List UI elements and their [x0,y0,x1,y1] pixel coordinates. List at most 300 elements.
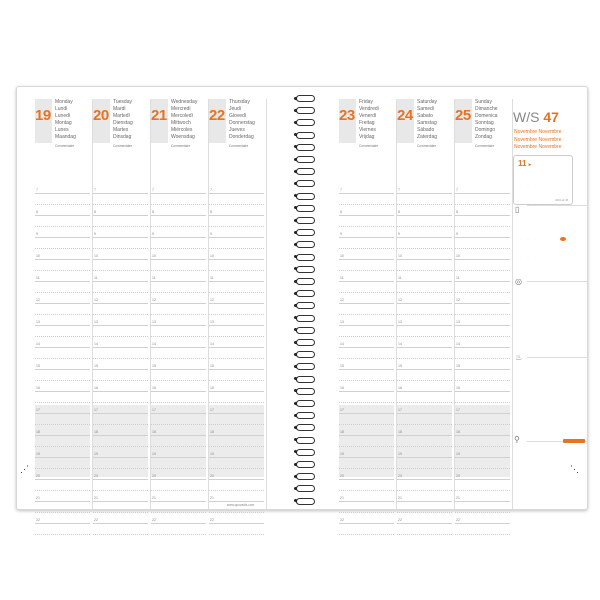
hour-line [93,457,148,458]
half-hour-line [93,358,148,359]
notes-line [527,205,587,206]
half-hour-line [455,402,510,403]
hour-label: 8 [340,210,342,214]
hour-label: 8 [456,210,458,214]
day-name: Mercoledì [171,113,193,119]
half-hour-line [339,380,394,381]
half-hour-line [339,204,394,205]
hour-line [35,369,90,370]
comment-label: Commentaire [359,144,379,148]
spiral-ring [296,327,315,334]
hour-line [35,435,90,436]
mini-calendar-cell: · [541,219,543,223]
hour-label: 20 [36,474,40,478]
half-hour-line [455,468,510,469]
evening-shade [455,405,510,477]
half-hour-line [397,336,452,337]
hour-line [209,435,264,436]
food-icon: ♨ [515,353,523,362]
mini-calendar-cell: · [560,237,566,241]
spiral-ring [296,449,315,456]
day-name: Viernes [359,127,376,133]
hour-line [35,391,90,392]
hour-line [209,347,264,348]
planner-spread [16,86,588,522]
hour-line [209,479,264,480]
hour-line [151,501,206,502]
spiral-ring [296,278,315,285]
hour-label: 20 [398,474,402,478]
half-hour-line [151,534,206,535]
evening-shade [397,405,452,477]
comment-label: Commentaire [55,144,75,148]
half-hour-line [397,204,452,205]
day-name: Dinsdag [113,134,132,140]
half-hour-line [35,314,90,315]
hour-label: 17 [456,408,460,412]
day-name: Vrijdag [359,134,375,140]
hour-line [397,325,452,326]
mini-calendar-cell: · [527,201,529,205]
hour-line [151,237,206,238]
hour-label: 14 [398,342,402,346]
hour-label: 15 [456,364,460,368]
spiral-ring [296,461,315,468]
day-column [397,87,454,522]
hour-line [151,325,206,326]
mini-calendar-cell: · [555,255,557,259]
hour-label: 7 [456,188,458,192]
day-name: Miércoles [171,127,193,133]
time-grid[interactable] [209,157,266,522]
hour-line [93,413,148,414]
half-hour-line [455,380,510,381]
half-hour-line [397,490,452,491]
hour-label: 8 [398,210,400,214]
spiral-ring [296,363,315,370]
hour-label: 18 [210,430,214,434]
day-column [339,87,396,522]
day-name: Donnerstag [229,120,255,126]
day-name: Sábado [417,127,435,133]
hour-line [339,347,394,348]
hour-label: 22 [210,518,214,522]
half-hour-line [35,424,90,425]
half-hour-line [455,226,510,227]
hour-label: 7 [398,188,400,192]
hour-label: 15 [94,364,98,368]
half-hour-line [151,204,206,205]
hour-line [35,501,90,502]
mini-calendar-cell: · [520,183,522,187]
hour-label: 13 [398,320,402,324]
hour-line [209,413,264,414]
day-header [151,99,208,143]
half-hour-line [455,248,510,249]
hour-line [35,193,90,194]
corner-mark-right: ⋱ [570,464,579,474]
half-hour-line [397,226,452,227]
hour-line [93,259,148,260]
half-hour-line [455,270,510,271]
hour-label: 9 [340,232,342,236]
hour-label: 21 [36,496,40,500]
half-hour-line [93,292,148,293]
half-hour-line [455,336,510,337]
month-names [514,129,562,152]
hour-label: 10 [398,254,402,258]
hour-line [93,215,148,216]
mini-calendar-cell: · [534,219,536,223]
day-column [209,87,266,522]
hour-label: 13 [152,320,156,324]
half-hour-line [93,490,148,491]
day-name: Mittwoch [171,120,191,126]
mini-calendar-cell: · [534,183,536,187]
hour-line [397,523,452,524]
day-name: Dimanche [475,106,498,112]
hour-line [397,303,452,304]
hour-label: 17 [210,408,214,412]
half-hour-line [339,226,394,227]
half-hour-line [93,512,148,513]
hour-label: 11 [398,276,402,280]
spiral-ring [296,498,315,505]
hour-line [339,479,394,480]
half-hour-line [93,468,148,469]
hour-label: 10 [94,254,98,258]
day-column [93,87,150,522]
day-number: 24 [397,107,413,124]
half-hour-line [339,270,394,271]
half-hour-line [339,402,394,403]
hour-line [397,259,452,260]
half-hour-line [339,314,394,315]
day-name: Sabato [417,113,433,119]
hour-line [455,325,510,326]
hour-line [35,523,90,524]
spiral-binding [293,87,317,509]
mini-calendar-cell: · [527,237,529,241]
half-hour-line [93,314,148,315]
hour-label: 7 [152,188,154,192]
hour-line [209,193,264,194]
day-name: Saturday [417,99,438,105]
hour-line [339,193,394,194]
half-hour-line [397,248,452,249]
hour-label: 9 [152,232,154,236]
notes-line [527,281,587,282]
day-name: Maandag [55,134,76,140]
half-hour-line [339,248,394,249]
hour-label: 11 [340,276,344,280]
hour-line [209,259,264,260]
hour-label: 10 [152,254,156,258]
half-hour-line [35,380,90,381]
hour-label: 19 [152,452,156,456]
hour-label: 18 [94,430,98,434]
mini-calendar-cell: · [555,219,557,223]
hour-label: 18 [340,430,344,434]
hour-label: 22 [340,518,344,522]
time-grid[interactable] [397,157,454,522]
hour-label: 7 [340,188,342,192]
time-grid[interactable] [93,157,150,522]
hour-line [339,215,394,216]
hour-line [151,523,206,524]
half-hour-line [151,292,206,293]
day-name: Donderdag [229,134,254,140]
hour-label: 12 [340,298,344,302]
spiral-ring [296,376,315,383]
hour-line [339,303,394,304]
hour-line [455,435,510,436]
hour-label: 20 [94,474,98,478]
hour-label: 20 [340,474,344,478]
mini-calendar-cell: · [562,255,564,259]
right-page [317,87,587,522]
day-name: Sunday [475,99,492,105]
day-number: 20 [93,107,109,124]
hour-label: 20 [456,474,460,478]
day-names [229,99,255,141]
mini-calendar-cell: · [562,183,564,187]
half-hour-line [35,270,90,271]
hour-line [151,303,206,304]
spiral-ring [296,229,315,236]
hour-line [209,501,264,502]
day-names [171,99,197,141]
half-hour-line [151,468,206,469]
hour-line [397,347,452,348]
bookmark-tab [563,439,585,443]
hour-line [151,391,206,392]
phone-icon: ▯ [515,205,520,214]
hour-line [455,303,510,304]
hour-label: 11 [94,276,98,280]
half-hour-line [93,424,148,425]
hour-line [455,391,510,392]
hour-label: 20 [210,474,214,478]
hour-label: 17 [398,408,402,412]
hour-label: 12 [152,298,156,302]
half-hour-line [209,204,264,205]
hour-label: 15 [210,364,214,368]
day-name: Lundi [55,106,68,112]
half-hour-line [397,270,452,271]
hour-label: 18 [456,430,460,434]
half-hour-line [93,402,148,403]
mini-calendar-cell: · [541,201,543,205]
half-hour-line [35,402,90,403]
day-name: Martes [113,127,129,133]
hour-line [209,457,264,458]
left-page [17,87,289,522]
hour-label: 15 [36,364,40,368]
mini-calendar-cell: · [534,201,536,205]
half-hour-line [209,402,264,403]
hour-line [35,457,90,458]
hour-line [397,193,452,194]
hour-label: 21 [456,496,460,500]
hour-line [151,193,206,194]
hour-label: 19 [94,452,98,456]
day-number: 22 [209,107,225,124]
hour-label: 16 [152,386,156,390]
half-hour-line [35,446,90,447]
day-header [209,99,266,143]
half-hour-line [151,490,206,491]
hour-line [455,259,510,260]
spiral-ring [296,180,315,187]
hour-label: 14 [456,342,460,346]
hour-label: 12 [36,298,40,302]
hour-label: 12 [398,298,402,302]
hour-label: 12 [210,298,214,302]
hour-label: 19 [210,452,214,456]
hour-label: 17 [36,408,40,412]
spiral-ring [296,193,315,200]
half-hour-line [209,534,264,535]
spiral-ring [296,119,315,126]
day-name: Vendredi [359,106,379,112]
half-hour-line [151,358,206,359]
time-grid[interactable] [151,157,208,522]
hour-line [35,215,90,216]
week-prefix: W/S [513,109,540,125]
hour-line [93,347,148,348]
half-hour-line [151,512,206,513]
spiral-ring [296,107,315,114]
mini-calendar-cell: · [527,255,529,259]
day-names [359,99,379,141]
hour-label: 20 [152,474,156,478]
hour-line [339,413,394,414]
day-name: Mercredi [171,106,191,112]
half-hour-line [93,336,148,337]
comment-label: Commentaire [113,144,133,148]
spiral-ring [296,205,315,212]
hour-line [93,523,148,524]
mini-calendar-cell: · [555,183,557,187]
mini-calendar-month: 11 ▸ [518,159,532,168]
hour-label: 13 [340,320,344,324]
half-hour-line [397,534,452,535]
hour-label: 11 [456,276,460,280]
day-name: Lunes [55,127,69,133]
time-grid[interactable] [35,157,92,522]
day-column [151,87,208,522]
half-hour-line [339,468,394,469]
hour-label: 10 [340,254,344,258]
time-grid[interactable] [339,157,396,522]
hour-line [339,281,394,282]
notes-line [527,357,587,358]
day-name: Mardi [113,106,126,112]
half-hour-line [209,226,264,227]
mini-calendar-cell: · [541,183,543,187]
mini-calendar-cell: · [541,255,543,259]
half-hour-line [35,534,90,535]
hour-label: 16 [340,386,344,390]
hour-label: 9 [398,232,400,236]
half-hour-line [151,248,206,249]
hour-line [151,435,206,436]
mini-calendar [513,155,573,259]
hour-label: 14 [340,342,344,346]
spiral-ring [296,290,315,297]
spiral-ring [296,473,315,480]
hour-label: 7 [36,188,38,192]
hour-label: 15 [152,364,156,368]
hour-label: 10 [36,254,40,258]
hour-line [455,215,510,216]
hour-line [455,479,510,480]
half-hour-line [455,512,510,513]
spiral-ring [296,302,315,309]
hour-line [397,501,452,502]
hour-line [339,391,394,392]
spiral-ring [296,95,315,102]
half-hour-line [93,446,148,447]
spiral-ring [296,412,315,419]
day-name: Thursday [229,99,250,105]
hour-label: 11 [210,276,214,280]
hour-line [93,479,148,480]
hour-line [93,193,148,194]
hour-line [455,369,510,370]
hour-label: 11 [36,276,40,280]
hour-label: 21 [340,496,344,500]
half-hour-line [455,534,510,535]
hour-line [209,215,264,216]
hour-line [397,369,452,370]
spiral-ring [296,339,315,346]
comment-label: Commentaire [475,144,495,148]
hour-line [209,237,264,238]
hour-line [455,237,510,238]
day-name: Freitag [359,120,375,126]
day-name: Samedi [417,106,434,112]
day-number: 21 [151,107,167,124]
half-hour-line [151,446,206,447]
time-grid[interactable] [455,157,512,522]
half-hour-line [93,270,148,271]
day-name: Lunedì [55,113,71,119]
half-hour-line [209,490,264,491]
hour-label: 8 [94,210,96,214]
hour-line [151,369,206,370]
day-header [93,99,150,143]
hour-line [35,237,90,238]
hour-line [35,347,90,348]
month-line: Novembre Novembre [514,136,562,143]
mini-calendar-cell: · [534,237,536,241]
half-hour-line [455,424,510,425]
hour-label: 22 [152,518,156,522]
hour-line [209,303,264,304]
mini-calendar-month-label: 11 [518,159,527,168]
mini-calendar-cell: · [520,201,522,205]
hour-label: 14 [94,342,98,346]
half-hour-line [35,468,90,469]
hour-label: 13 [94,320,98,324]
day-names [417,99,437,141]
hour-label: 16 [398,386,402,390]
mini-calendar-cell: · [548,201,550,205]
half-hour-line [93,380,148,381]
hour-line [151,215,206,216]
